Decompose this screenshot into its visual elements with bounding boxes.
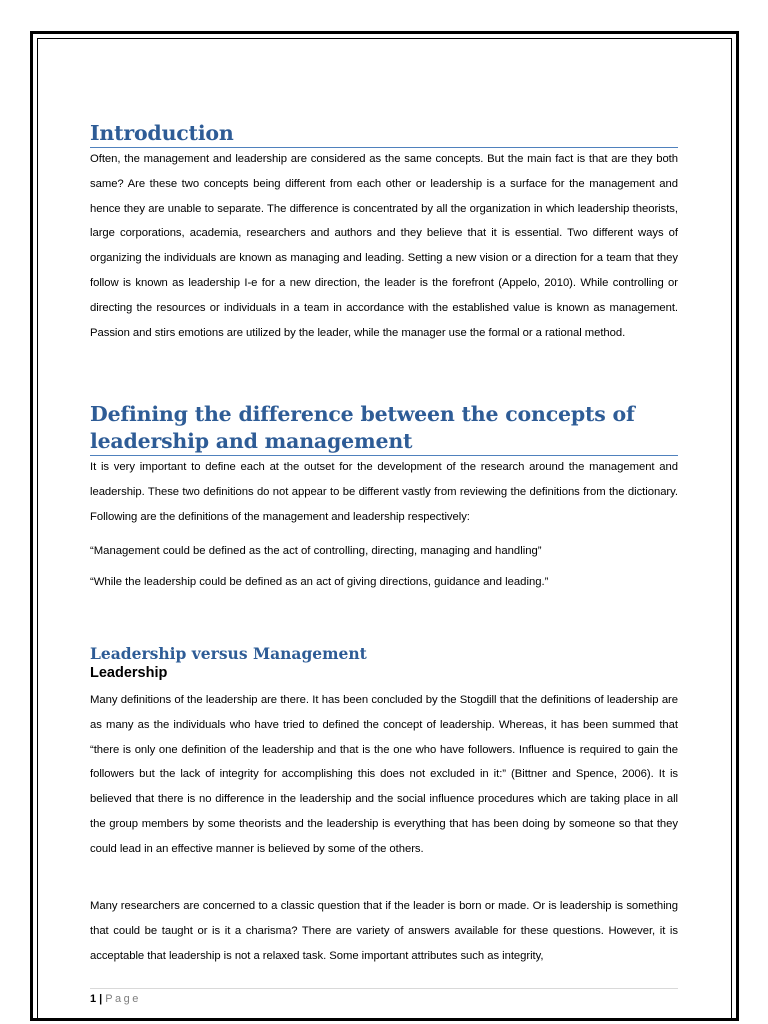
- defining-difference-heading: Defining the difference between the concepts of leadership and management: [90, 401, 678, 456]
- leadership-paragraph-2: Many researchers are concerned to a classic question that if the leader is born or made. Or is leadership is something that could be taught or is it a charisma? There are variety of answers available for these questions. However, it is acceptable that leadership is not a relaxed task. Some important attributes such as integrity,: [90, 900, 678, 962]
- leadership-definition-quote: “While the leadership could be defined as an act of giving directions, guidance and leading.”: [90, 576, 549, 588]
- footer-divider: [90, 988, 678, 989]
- introduction-heading: Introduction: [90, 120, 678, 148]
- page-footer: [90, 992, 141, 1006]
- page-label: Page: [105, 993, 141, 1005]
- introduction-paragraph: Often, the management and leadership are considered as the same concepts. But the main fact is that are they both same? Are these two concepts being different from each other or leadership is a surface for the management and hence they are unable to separate. The difference is concentrated by all the organization in which leadership theorists, large corporations, academia, researchers and authors and they believe that it is essential. Two different ways of organizing the individuals are known as managing and leading. Setting a new vision or a direction for a team that they follow is known as leadership I-e for a new direction, the leader is the forefront (Appelo, 2010). While controlling or directing the resources or individuals in a team in accordance with the established value is known as management. Passion and stirs emotions are utilized by the leader, while the manager use the formal or a rational method.: [90, 153, 678, 339]
- leadership-subheading: Leadership: [90, 665, 168, 681]
- defining-difference-paragraph: It is very important to define each at the outset for the development of the research around the management and leadership. These two definitions do not appear to be different vastly from reviewing the definitions from the dictionary. Following are the definitions of the management and leadership respectively:: [90, 461, 678, 523]
- management-definition-quote: “Management could be defined as the act of controlling, directing, managing and handling”: [90, 545, 542, 557]
- page-number: 1: [90, 993, 97, 1005]
- footer-separator: |: [99, 993, 103, 1005]
- leadership-paragraph-1: Many definitions of the leadership are there. It has been concluded by the Stogdill that the definitions of leadership are as many as the individuals who have tried to defined the concept of leadership. Whereas, it has been summed that “there is only one definition of the leadership and that is the one who have followers. Influence is required to gain the followers but the lack of integrity for accomplishing this does not excluded in it:” (Bittner and Spence, 2006). It is believed that there is no difference in the leadership and the social influence procedures which are taking place in all the group members by some theorists and the leadership is everything that has been doing by someone so that they could lead in an effective manner is believed by some of the others.: [90, 694, 678, 855]
- leadership-vs-management-heading: Leadership versus Management: [90, 644, 367, 663]
